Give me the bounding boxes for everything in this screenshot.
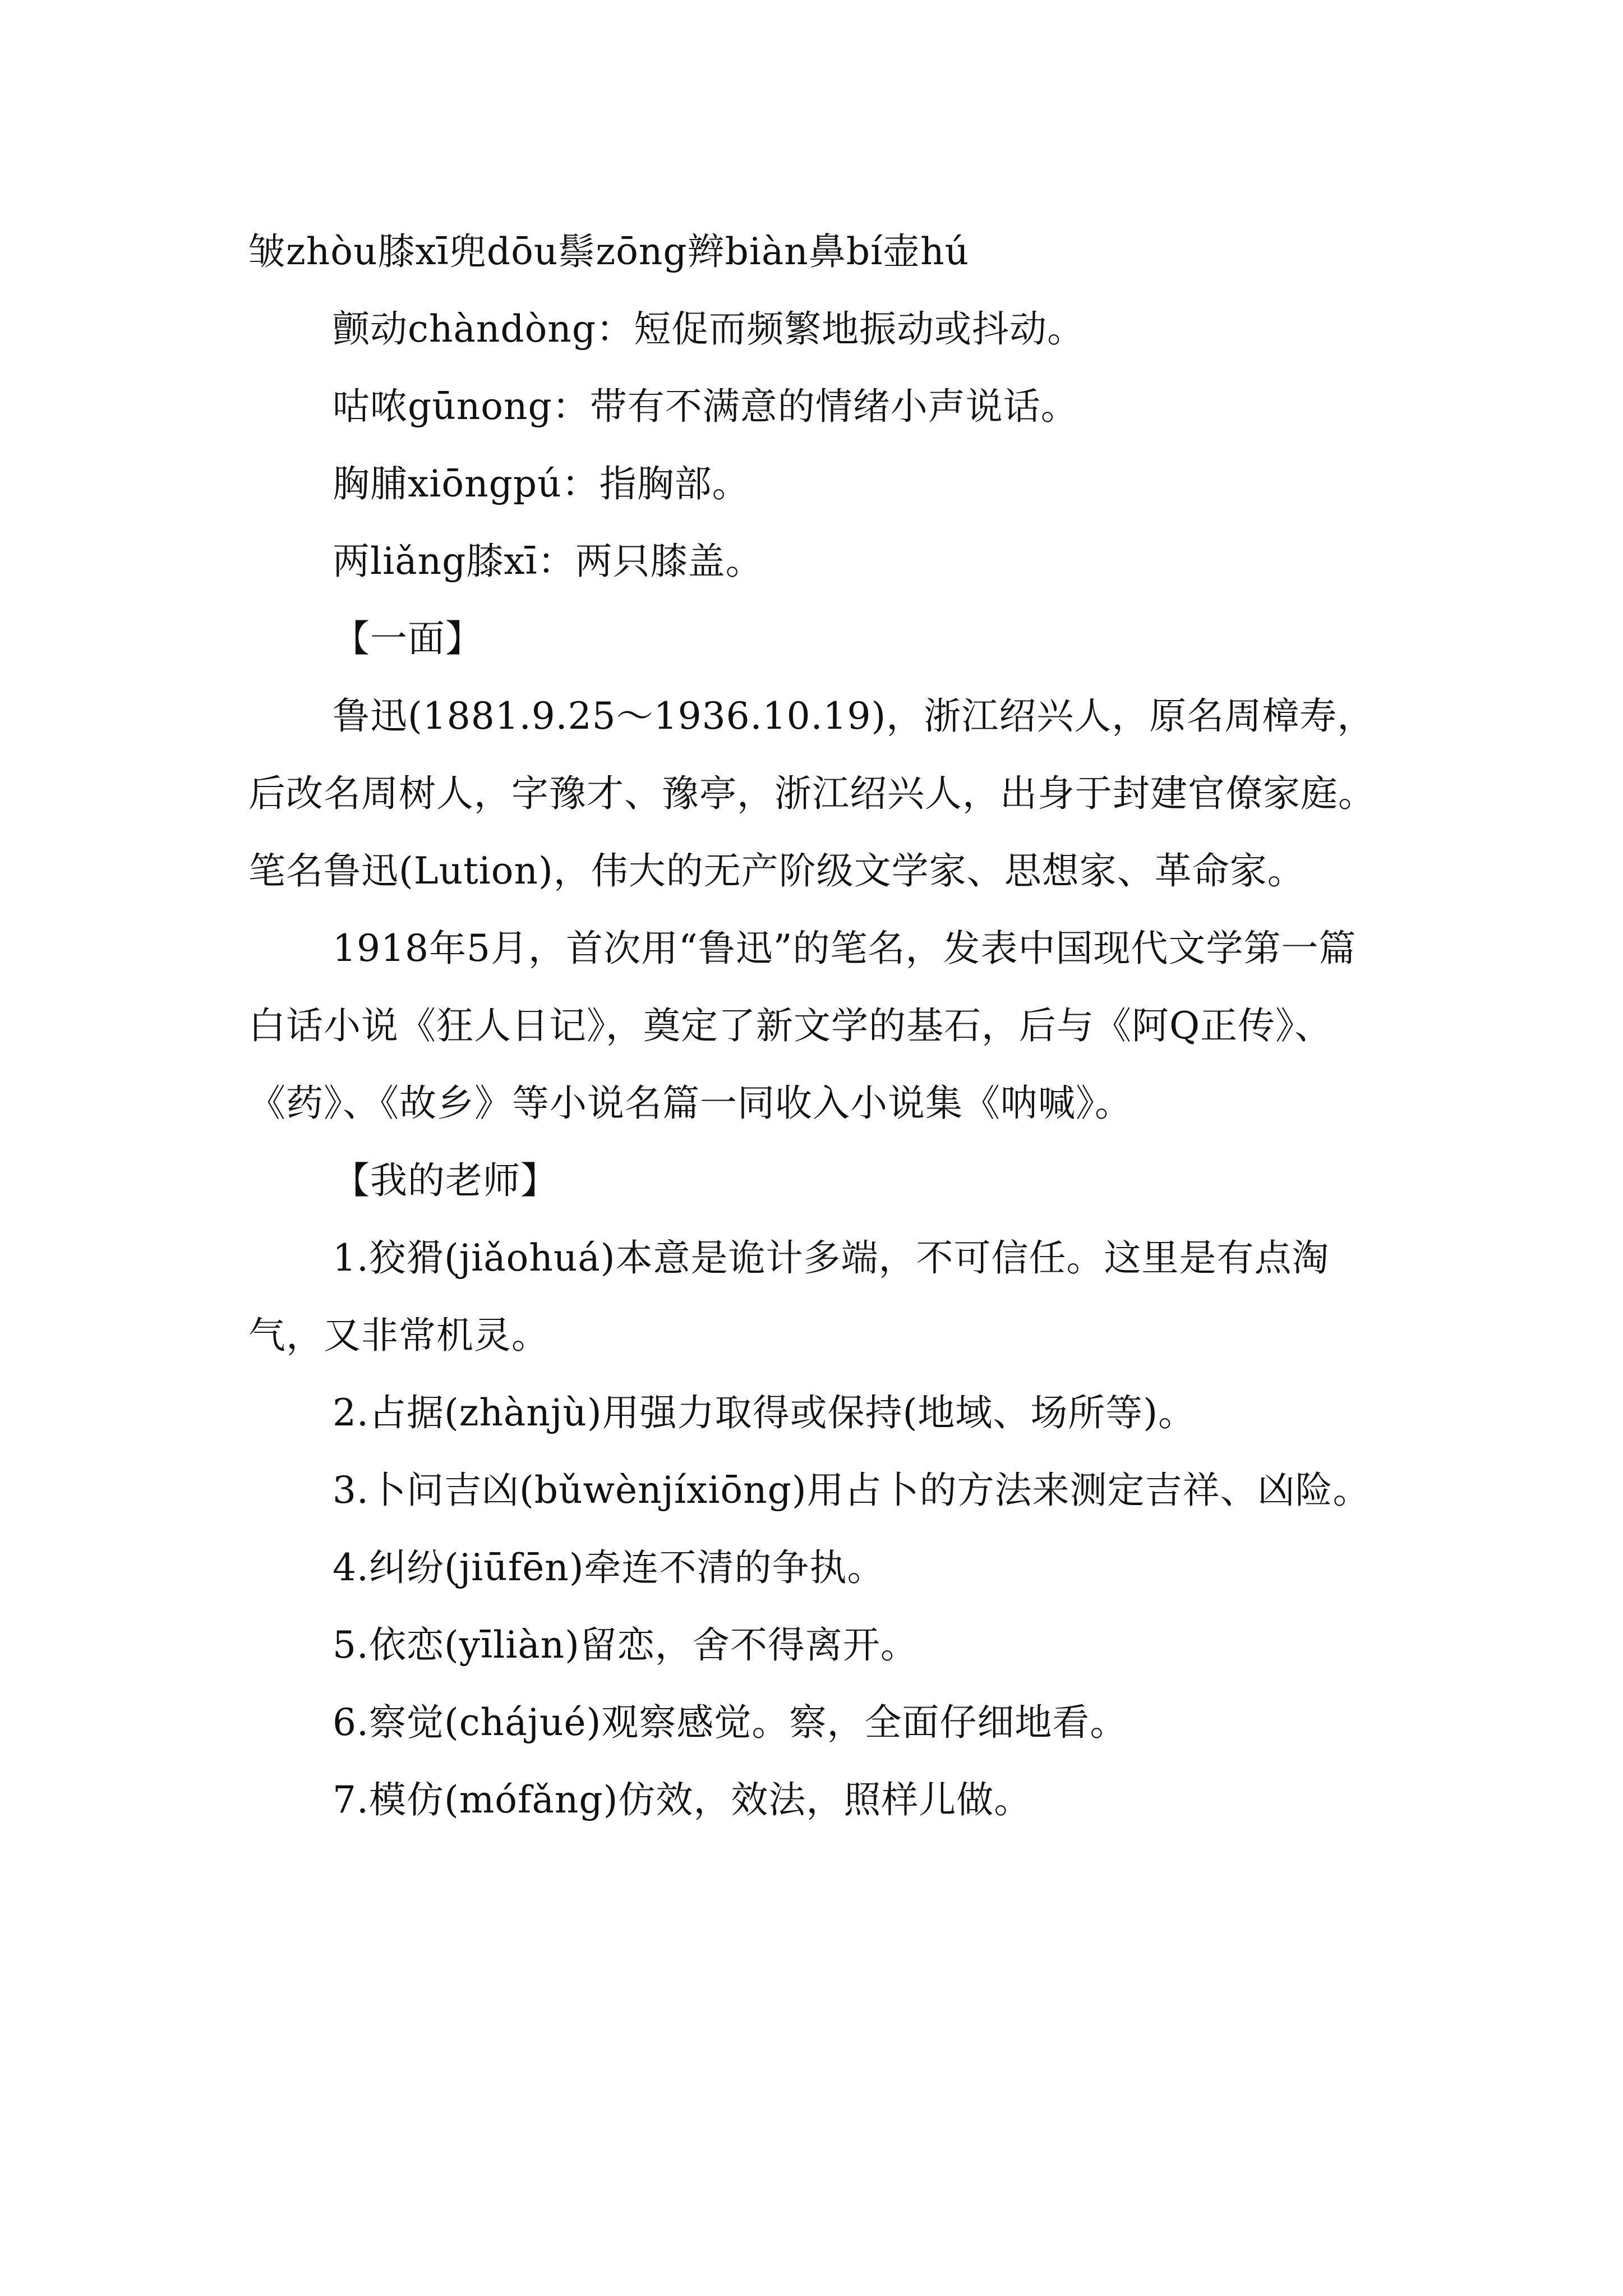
list-item-4: 4.纠纷(jiūfēn)牵连不清的争执。 — [333, 1546, 885, 1589]
list-item-2: 2.占据(zhànjù)用强力取得或保持(地域、场所等)。 — [333, 1391, 1196, 1434]
list-item-6: 6.察觉(chájué)观察感觉。察，全面仔细地看。 — [333, 1701, 1128, 1744]
document-body — [248, 213, 1381, 1839]
section-heading-yimian: 【一面】 — [333, 617, 483, 660]
list-item-1: 1.狡猾(jiǎohuá)本意是诡计多端，不可信任。这里是有点淘气，又非常机灵。 — [248, 1236, 1330, 1357]
paragraph-luxun-works: 1918年5月，首次用“鲁迅”的笔名，发表中国现代文学第一篇白话小说《狂人日记》，奠定了新文学的基石，后与《阿Q正传》、《药》、《故乡》等小说名篇一同收入小说集《呐喊》。 — [248, 927, 1357, 1125]
definition-gunong: 咕哝gūnong：带有不满意的情绪小声说话。 — [333, 385, 1078, 428]
definition-chandong: 颤动chàndòng：短促而频繁地振动或抖动。 — [333, 307, 1085, 351]
definition-liangxi: 两liǎng膝xī：两只膝盖。 — [333, 540, 763, 583]
list-item-5: 5.依恋(yīliàn)留恋，舍不得离开。 — [333, 1623, 918, 1667]
section-heading-wodelaoshi: 【我的老师】 — [333, 1159, 558, 1202]
list-item-3: 3.卜问吉凶(bǔwènjíxiōng)用占卜的方法来测定吉祥、凶险。 — [333, 1469, 1371, 1512]
list-item-7: 7.模仿(mófǎng)仿效，效法，照样儿做。 — [333, 1778, 1032, 1821]
paragraph-luxun-bio: 鲁迅(1881.9.25～1936.10.19)，浙江绍兴人，原名周樟寿，后改名周树人，字豫才、豫亭，浙江绍兴人，出身于封建官僚家庭。笔名鲁迅(Lution)，伟大的无产阶级文学家、思想家、革命家。 — [248, 694, 1376, 892]
definition-xiongpu: 胸脯xiōngpú：指胸部。 — [333, 462, 750, 505]
vocab-line: 皱zhòu膝xī兜dōu鬃zōng辫biàn鼻bí壶hú — [248, 230, 970, 273]
